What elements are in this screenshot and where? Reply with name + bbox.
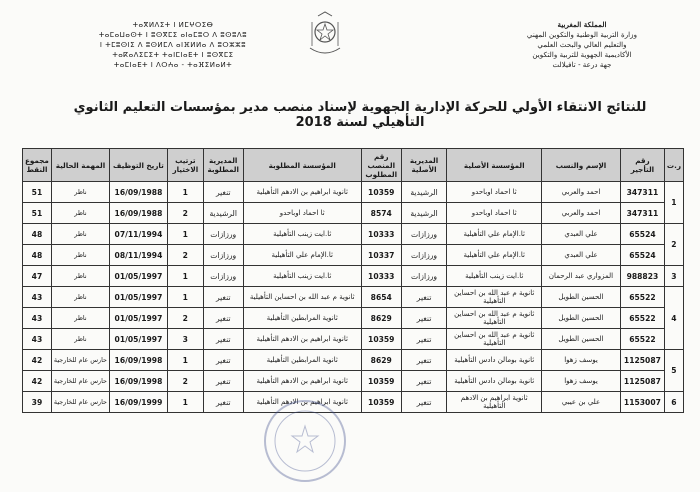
cell-name: الحسين الطويل xyxy=(542,329,621,350)
cell-hire-date: 01/05/1997 xyxy=(110,308,168,329)
cell-post-num: 10337 xyxy=(361,245,401,266)
header-line: الأكاديمية الجهوية للتربية والتكوين xyxy=(532,50,632,59)
cell-hire-date: 07/11/1994 xyxy=(110,224,168,245)
cell-hire-date: 01/05/1997 xyxy=(110,329,168,350)
table-row xyxy=(23,350,684,371)
cell-origin-school: ثا احماد اوباحدو xyxy=(447,182,542,203)
col-header-origin-dir: المديرية الأصلية xyxy=(401,149,447,182)
cell-pref: 1 xyxy=(167,224,203,245)
cell-total: 39 xyxy=(23,392,52,413)
header-line: جهة درعة - تافيلالت xyxy=(552,60,612,69)
col-header-post-num: رقم المنصب المطلوب xyxy=(361,149,401,182)
cell-pref: 2 xyxy=(167,308,203,329)
cell-name: يوسف زهوا xyxy=(542,350,621,371)
col-header-name: الإسم والنسب xyxy=(542,149,621,182)
cell-name: الحسين الطويل xyxy=(542,287,621,308)
cell-req-school: ثانوية المرابطين التأهيلية xyxy=(243,350,361,371)
cell-post-num: 8574 xyxy=(361,203,401,224)
cell-rank: 6 xyxy=(664,392,683,413)
cell-pref: 1 xyxy=(167,287,203,308)
cell-req-school: ثانوية المرابطين التأهيلية xyxy=(243,308,361,329)
table-row xyxy=(23,371,684,392)
cell-req-dir: ورزازات xyxy=(203,245,243,266)
cell-name: المزواري عبد الرحمان xyxy=(542,266,621,287)
table-row xyxy=(23,329,684,350)
header-line: وزارة التربية الوطنية والتكوين المهني xyxy=(526,30,638,39)
cell-hire-date: 16/09/1999 xyxy=(110,392,168,413)
header-line: ⵜⴰⵎⴰⵡⴰⵙⵜ ⵏ ⵓⵙⴳⵎⵉ ⴰⵏⴰⵎⵓⵔ ⴷ ⵓⵙⵓⴷⵓ xyxy=(98,31,248,39)
cell-name: يوسف زهوا xyxy=(542,371,621,392)
cell-hire-date: 01/05/1997 xyxy=(110,266,168,287)
col-header-id: رقم التأجير xyxy=(620,149,664,182)
cell-req-school: ثانوية ابراهيم بن الادهم التأهيلية xyxy=(243,329,361,350)
col-header-task: المهمة الحالية xyxy=(51,149,109,182)
col-header-req-dir: المديرية المطلوبة xyxy=(203,149,243,182)
cell-pref: 2 xyxy=(167,371,203,392)
table-row xyxy=(23,224,684,245)
cell-task: حارس عام للخارجية xyxy=(51,392,109,413)
cell-origin-dir: الرشيدية xyxy=(401,182,447,203)
cell-post-num: 10333 xyxy=(361,266,401,287)
col-header-origin-school: المؤسسة الأصلية xyxy=(447,149,542,182)
cell-origin-school: ثا احماد اوباحدو xyxy=(447,203,542,224)
cell-total: 51 xyxy=(23,203,52,224)
cell-origin-school: ثانوية م عبد الله بن احساين التأهيلية xyxy=(447,287,542,308)
cell-req-dir: الرشيدية xyxy=(203,203,243,224)
table-row xyxy=(23,287,684,308)
cell-post-num: 10359 xyxy=(361,182,401,203)
cell-total: 42 xyxy=(23,350,52,371)
col-header-pref: ترتيب الاختيار xyxy=(167,149,203,182)
cell-rank: 5 xyxy=(664,350,683,392)
cell-task: ناظر xyxy=(51,329,109,350)
cell-id: 1125087 xyxy=(620,350,664,371)
header-line: ⵜⴰⴳⵍⴷⵉⵜ ⵏ ⵍⵎⵖⵔⵉⴱ xyxy=(132,21,214,29)
cell-id: 347311 xyxy=(620,182,664,203)
cell-origin-school: ثانوية م عبد الله بن احساين التأهيلية xyxy=(447,329,542,350)
table-row xyxy=(23,308,684,329)
cell-name: احمد والعربي xyxy=(542,182,621,203)
cell-pref: 3 xyxy=(167,329,203,350)
cell-req-school: ثانوية ابراهيم بن الادهم التأهيلية xyxy=(243,392,361,413)
cell-req-dir: تنغير xyxy=(203,182,243,203)
cell-post-num: 10359 xyxy=(361,329,401,350)
cell-id: 65522 xyxy=(620,329,664,350)
cell-post-num: 10359 xyxy=(361,392,401,413)
col-header-total: مجموع النقط xyxy=(23,149,52,182)
cell-origin-dir: تنغير xyxy=(401,392,447,413)
cell-req-dir: تنغير xyxy=(203,308,243,329)
table-header-row xyxy=(23,149,684,182)
cell-task: حارس عام للخارجية xyxy=(51,371,109,392)
cell-post-num: 10333 xyxy=(361,224,401,245)
cell-req-school: ثانوية م عبد الله بن احساين التأهيلية xyxy=(243,287,361,308)
cell-name: علي بن عيبي xyxy=(542,392,621,413)
cell-task: ناظر xyxy=(51,266,109,287)
cell-pref: 1 xyxy=(167,350,203,371)
cell-total: 48 xyxy=(23,224,52,245)
cell-req-dir: ورزازات xyxy=(203,224,243,245)
cell-req-school: ثا.ايت زينب التأهيلية xyxy=(243,266,361,287)
cell-req-dir: تنغير xyxy=(203,350,243,371)
cell-origin-dir: الرشيدية xyxy=(401,203,447,224)
cell-req-school: ثا.ايت زينب التأهيلية xyxy=(243,224,361,245)
document-header xyxy=(0,0,700,90)
header-line: والتعليم العالي والبحث العلمي xyxy=(537,40,627,49)
cell-post-num: 8629 xyxy=(361,350,401,371)
cell-req-dir: ورزازات xyxy=(203,266,243,287)
table-row xyxy=(23,182,684,203)
cell-id: 65522 xyxy=(620,287,664,308)
col-header-req-school: المؤسسة المطلوبة xyxy=(243,149,361,182)
header-line: المملكة المغربية xyxy=(557,20,607,29)
cell-task: ناظر xyxy=(51,224,109,245)
header-line: ⵜⴰⴽⴰⴷⵉⵎⵉⵜ ⵜⴰⵏⵎⵏⴰⴹⵜ ⵏ ⵓⵙⴳⵎⵉ xyxy=(112,51,234,59)
cell-name: علي العبدي xyxy=(542,224,621,245)
cell-origin-school: ثانوية بومالن دادس التأهيلية xyxy=(447,350,542,371)
col-header-hire-date: تاريخ التوظيف xyxy=(110,149,168,182)
cell-origin-school: ثانوية م عبد الله بن احساين التأهيلية xyxy=(447,308,542,329)
cell-req-school: ثانوية ابراهيم بن الادهم التأهيلية xyxy=(243,371,361,392)
cell-total: 47 xyxy=(23,266,52,287)
table-row xyxy=(23,392,684,413)
cell-pref: 1 xyxy=(167,182,203,203)
page-title: للنتائج الانتقاء الأولي للحركة الإدارية الجهوية لإسناد منصب مدير بمؤسسات التعليم الثانوي التأهيلي لسنة 2018 xyxy=(73,100,647,130)
cell-name: احمد والعربي xyxy=(542,203,621,224)
cell-origin-school: ثا.الإمام علي التأهيلية xyxy=(447,224,542,245)
cell-rank: 2 xyxy=(664,224,683,266)
table-row xyxy=(23,203,684,224)
cell-id: 65522 xyxy=(620,308,664,329)
cell-rank: 4 xyxy=(664,287,683,350)
cell-origin-school: ثانوية ابراهيم بن الادهم التأهيلية xyxy=(447,392,542,413)
cell-id: 347311 xyxy=(620,203,664,224)
cell-hire-date: 16/09/1988 xyxy=(110,182,168,203)
results-table xyxy=(22,148,684,413)
cell-hire-date: 16/09/1998 xyxy=(110,350,168,371)
cell-origin-school: ثانوية بومالن دادس التأهيلية xyxy=(447,371,542,392)
cell-post-num: 8629 xyxy=(361,308,401,329)
cell-hire-date: 08/11/1994 xyxy=(110,245,168,266)
cell-id: 988823 xyxy=(620,266,664,287)
cell-origin-school: ثا.ايت زينب التأهيلية xyxy=(447,266,542,287)
cell-req-dir: تنغير xyxy=(203,371,243,392)
cell-post-num: 8654 xyxy=(361,287,401,308)
cell-total: 43 xyxy=(23,308,52,329)
cell-task: ناظر xyxy=(51,308,109,329)
col-header-rank: ر.ت xyxy=(664,149,683,182)
cell-id: 1153007 xyxy=(620,392,664,413)
cell-rank: 1 xyxy=(664,182,683,224)
cell-total: 48 xyxy=(23,245,52,266)
cell-rank: 3 xyxy=(664,266,683,287)
cell-req-dir: تنغير xyxy=(203,329,243,350)
moroccan-emblem-icon xyxy=(300,10,350,65)
cell-origin-dir: تنغير xyxy=(401,371,447,392)
cell-pref: 2 xyxy=(167,245,203,266)
cell-hire-date: 16/09/1988 xyxy=(110,203,168,224)
table-row xyxy=(23,266,684,287)
cell-req-school: ثا احماد اوباحدو xyxy=(243,203,361,224)
cell-req-school: ثا.الإمام علي التأهيلية xyxy=(243,245,361,266)
official-stamp-icon xyxy=(262,398,348,484)
cell-pref: 2 xyxy=(167,203,203,224)
cell-pref: 1 xyxy=(167,266,203,287)
cell-origin-dir: تنغير xyxy=(401,350,447,371)
header-arabic-block xyxy=(482,20,682,70)
cell-origin-dir: تنغير xyxy=(401,329,447,350)
cell-task: ناظر xyxy=(51,245,109,266)
cell-origin-dir: ورزازات xyxy=(401,224,447,245)
cell-req-dir: تنغير xyxy=(203,287,243,308)
cell-post-num: 10359 xyxy=(361,371,401,392)
cell-req-school: ثانوية ابراهيم بن الادهم التأهيلية xyxy=(243,182,361,203)
cell-total: 42 xyxy=(23,371,52,392)
cell-origin-school: ثا.الإمام علي التأهيلية xyxy=(447,245,542,266)
cell-name: الحسين الطويل xyxy=(542,308,621,329)
cell-name: علي العبدي xyxy=(542,245,621,266)
cell-hire-date: 01/05/1997 xyxy=(110,287,168,308)
cell-task: ناظر xyxy=(51,182,109,203)
cell-total: 43 xyxy=(23,329,52,350)
cell-hire-date: 16/09/1998 xyxy=(110,371,168,392)
table-row xyxy=(23,245,684,266)
cell-task: ناظر xyxy=(51,203,109,224)
cell-origin-dir: تنغير xyxy=(401,287,447,308)
cell-origin-dir: ورزازات xyxy=(401,245,447,266)
cell-pref: 1 xyxy=(167,392,203,413)
cell-total: 51 xyxy=(23,182,52,203)
cell-req-dir: تنغير xyxy=(203,392,243,413)
cell-id: 1125087 xyxy=(620,371,664,392)
cell-task: حارس عام للخارجية xyxy=(51,350,109,371)
header-line: ⵏ ⵜⵎⵓⵙⵏⵉ ⴷ ⵓⵙⵍⵎⴷ ⴰⵏⴼⵍⵍⴰ ⴷ ⵓⵔⵣⵣⵓ xyxy=(99,41,247,49)
table-body xyxy=(23,182,684,413)
cell-id: 65524 xyxy=(620,224,664,245)
header-line: ⵜⴰⵎⵏⴰⴹⵜ ⵏ ⴷⵔⵄⴰ - ⵜⴰⴼⵉⵍⴰⵍⵜ xyxy=(113,61,233,69)
header-tifinagh-block xyxy=(48,20,298,70)
cell-origin-dir: تنغير xyxy=(401,308,447,329)
cell-origin-dir: ورزازات xyxy=(401,266,447,287)
cell-total: 43 xyxy=(23,287,52,308)
cell-task: ناظر xyxy=(51,287,109,308)
cell-id: 65524 xyxy=(620,245,664,266)
